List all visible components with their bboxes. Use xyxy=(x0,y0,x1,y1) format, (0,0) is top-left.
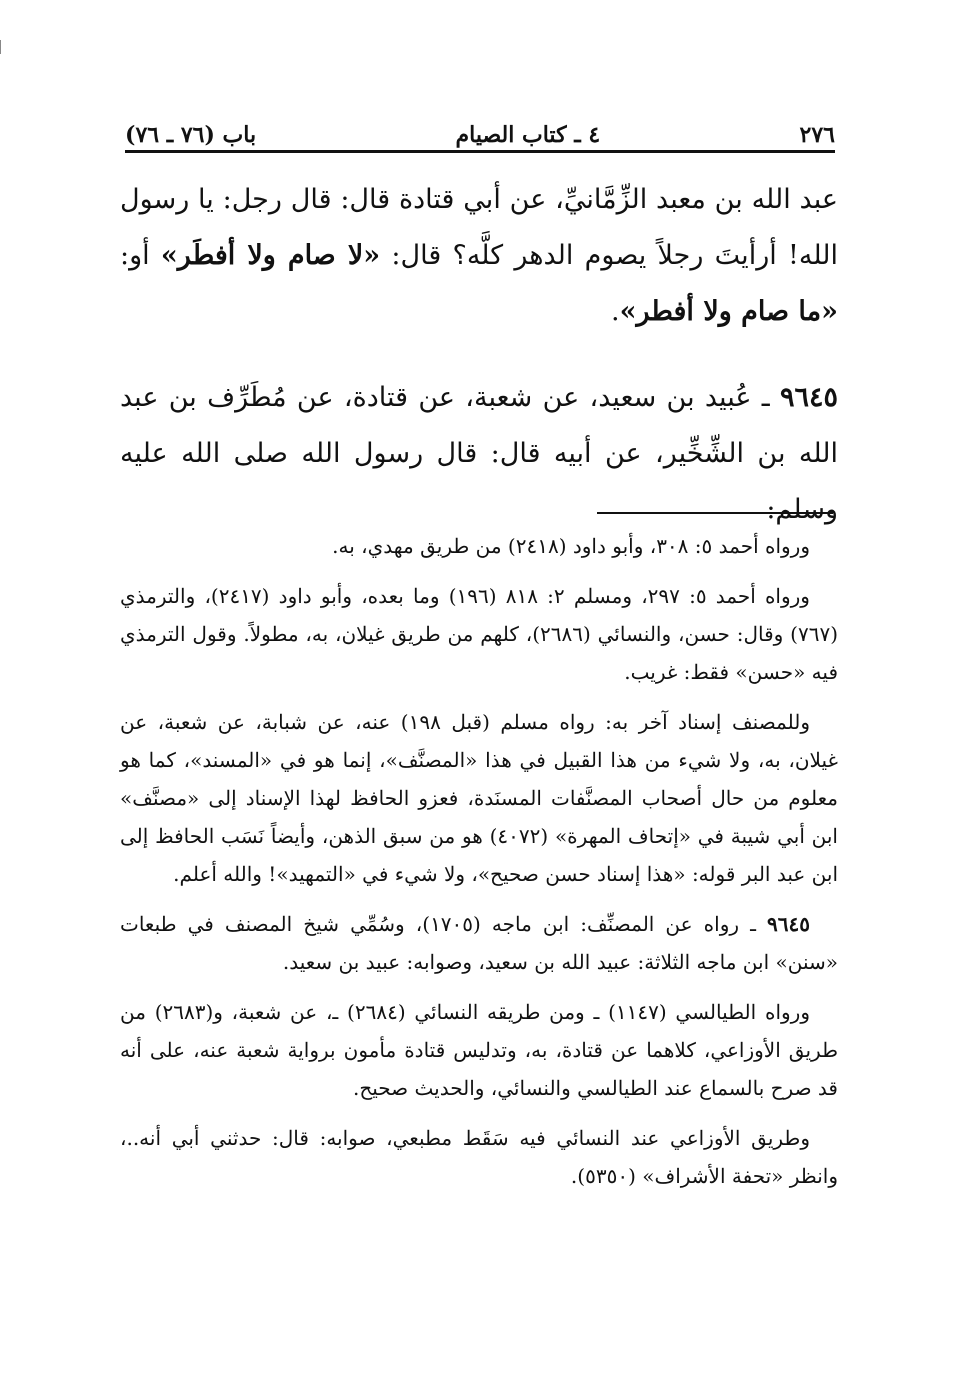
footnote-paragraph-9645 xyxy=(120,905,838,981)
hadith-end: . xyxy=(611,296,620,327)
header-rule xyxy=(125,150,835,153)
hadith-text: عبد الله بن معبد الزِّمَّانيِّ، عن أبي قتادة قال: قال رجل: يا رسول الله! أرأيتَ رجلاً يصوم الدهر كلَّه؟ قال: xyxy=(120,184,838,271)
footnotes xyxy=(120,527,838,1207)
footnote-paragraph: وطريق الأوزاعي عند النسائي فيه سَقَط مطبعي، صوابه: قال: حدثني أبي أنه..، وانظر «تحفة الأشراف» (٥٣٥٠). xyxy=(120,1126,838,1188)
chapter-label: باب (٧٦ ـ ٧٦) xyxy=(125,122,257,148)
main-text xyxy=(120,172,838,568)
footnote-rule xyxy=(597,512,833,514)
scan-edge-mark xyxy=(0,40,7,54)
page-number: ٢٧٦ xyxy=(799,122,835,148)
footnote-number: ٩٦٤٥ xyxy=(767,912,810,936)
hadith-quote-alt: «ما صام ولا أفطر» xyxy=(619,296,838,327)
hadith-paragraph xyxy=(120,172,838,340)
footnote-paragraph: وللمصنف إسناد آخر به: رواه مسلم (قبل ١٩٨) عنه، عن شبابة، عن شعبة، عن غيلان، به، ولا شيء من هذا القبيل في هذا «المصنَّف»، إنما هو في «المسند»، كما هو معلوم من حال أصحاب المصنَّفات المسنَدة، فعزو الحافظ لهذا الإسناد إلى «مصنَّف» ابن أبي شيبة في «إتحاف المهرة» (٤٠٧٢) هو من سبق الذهن، وأيضاً نَسَب الحافظ إلى ابن عبد البر قوله: «هذا إسناد حسن صحيح»، ولا شيء في «التمهيد»! والله أعلم. xyxy=(120,710,838,886)
hadith-number: ٩٦٤٥ xyxy=(779,382,838,413)
hadith-text-alt: أو: xyxy=(120,240,161,271)
book-title: ٤ ـ كتاب الصيام xyxy=(455,122,601,148)
running-header xyxy=(125,108,835,148)
hadith-chain: ـ عُبيد بن سعيد، عن شعبة، عن قتادة، عن مُطَرِّف بن عبد الله بن الشِّخِّير، عن أبيه قال: قال رسول الله صلى الله عليه وسلم: xyxy=(120,382,838,525)
footnote-paragraph: ورواه أحمد ٥: ٣٠٨، وأبو داود (٢٤١٨) من طريق مهدي، به. xyxy=(332,534,810,558)
footnote-paragraph: ورواه الطيالسي (١١٤٧) ـ ومن طريقه النسائي (٢٦٨٤) ـ، عن شعبة، و(٢٦٨٣) من طريق الأوزاعي، كلاهما عن قتادة، به، وتدليس قتادة مأمون برواية شعبة عنه، على أنه قد صرح بالسماع عند الطيالسي والنسائي، والحديث صحيح. xyxy=(120,1000,838,1100)
footnote-paragraph: ورواه أحمد ٥: ٢٩٧، ومسلم ٢: ٨١٨ (١٩٦) وما بعده، وأبو داود (٢٤١٧)، والترمذي (٧٦٧) وقال: حسن، والنسائي (٢٦٨٦)، كلهم من طريق غيلان، به، مطولاً. وقول الترمذي فيه «حسن» فقط: غريب. xyxy=(120,584,838,684)
footnote-text: ـ رواه عن المصنِّف: ابن ماجه (١٧٠٥)، وسُمِّي شيخ المصنف في طبعات «سنن» ابن ماجه الثلاثة: عبيد الله بن سعيد، وصوابه: عبيد بن سعيد. xyxy=(120,912,838,974)
hadith-quote: «لا صام ولا أفطَر» xyxy=(160,240,381,271)
